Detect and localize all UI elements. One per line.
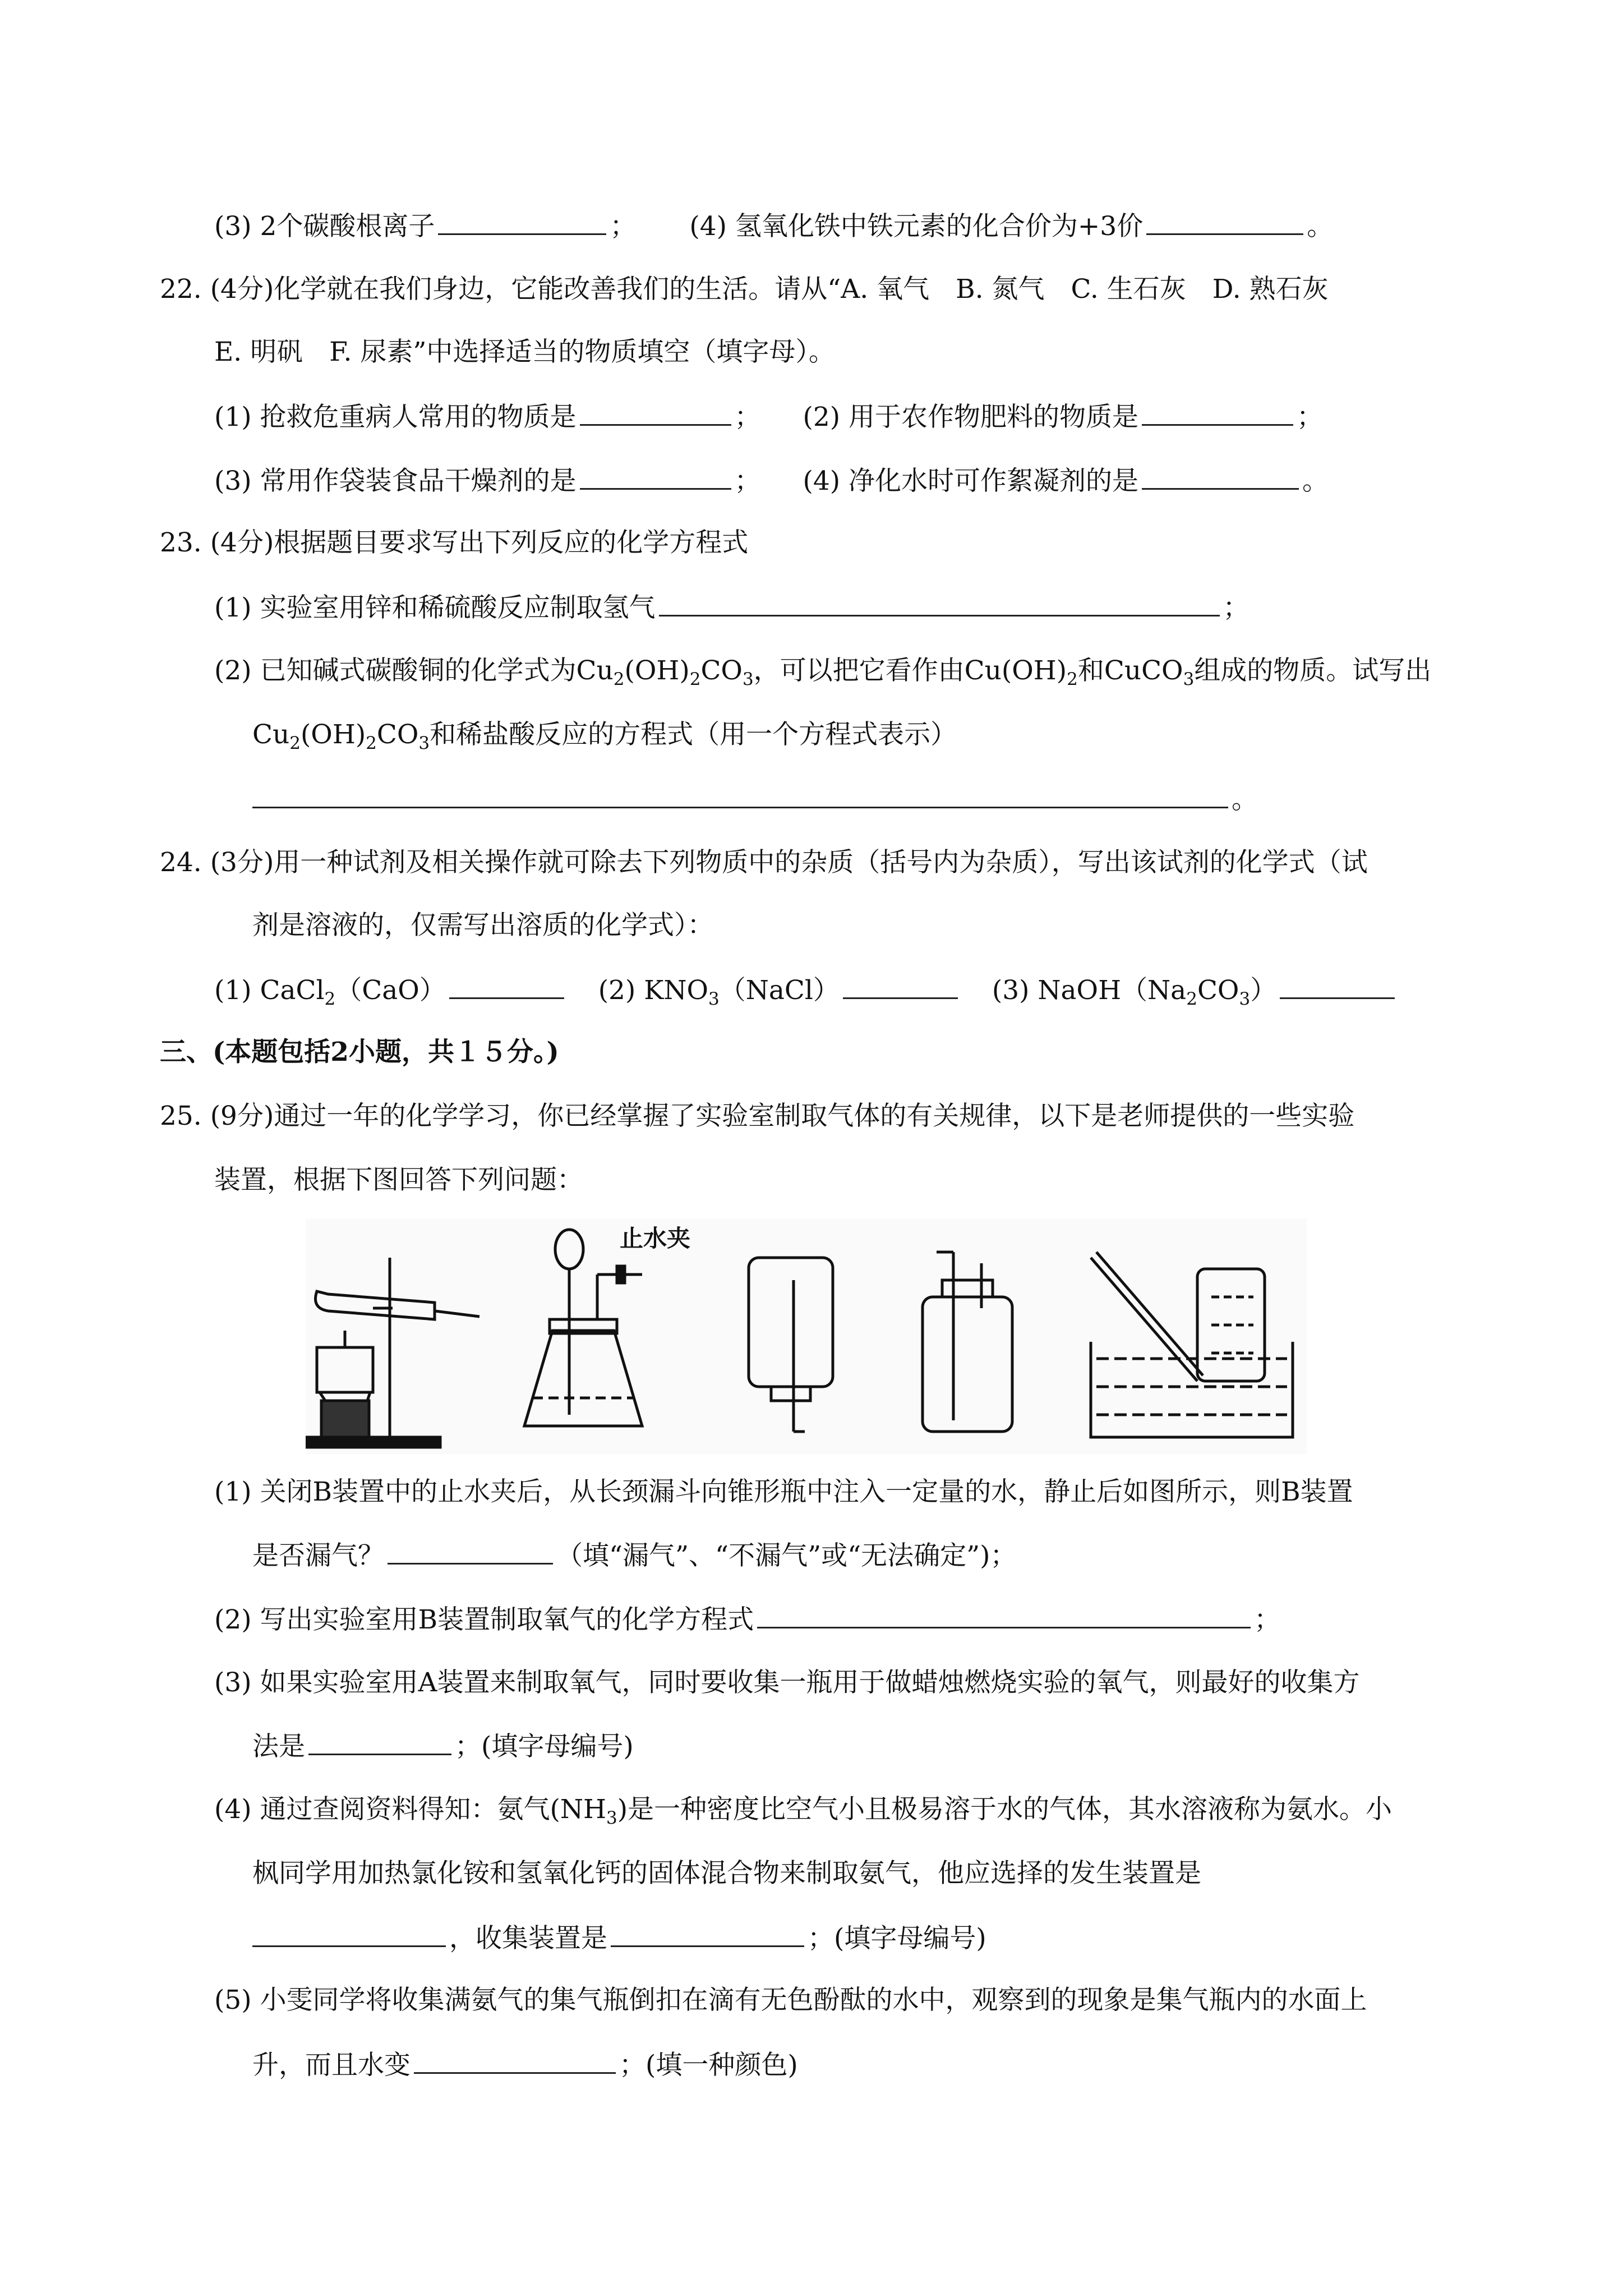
q25-part-2: (2) 写出实验室用B装置制取氧气的化学方程式 ； [214,1602,1280,1637]
q24-items: (1) CaCl$_2$（CaO） (2) $KNO_3(NaCl)$ (3) $NaOH(Na_2CO_3)$ [214,973,1398,1016]
q22-line2: E. 明矾 F. 尿素”中选择适当的物质填空（填字母）。 [214,337,835,367]
answer-blank[interactable] [252,782,1228,808]
answer-blank[interactable] [1146,209,1303,235]
answer-blank[interactable] [252,1921,446,1947]
q25-part-1-line1: (1) 关闭B装置中的止水夹后，从长颈漏斗向锥形瓶中注入一定量的水，静止后如图所示，则B装置 [214,1476,1353,1507]
answer-blank[interactable] [1142,463,1299,490]
lab-apparatus-figure [306,1218,1307,1454]
answer-blank[interactable] [1142,399,1293,426]
answer-blank[interactable] [388,1538,553,1565]
q25-line2: 装置，根据下图回答下列问题： [214,1165,583,1195]
q23-part-2-line1: (2) 已知碱式碳酸铜的化学式为$Cu_2(OH)_2CO_3$，可以把它看作由$Cu(OH)_2$和CuCO$_3$组成的物质。试写出 [214,655,1432,689]
q23-answer-line: 。 [252,782,1258,817]
q22-parts-1-2: (1) 抢救危重病人常用的物质是 ； (2) 用于农作物肥料的物质是 ； [214,399,1323,434]
q25-part-4-line3: ，收集装置是 ；(填字母编号) [252,1921,986,1955]
answer-blank[interactable] [580,463,731,490]
q25-part-4-line2: 枫同学用加热氯化铵和氢氧化钙的固体混合物来制取氨气，他应选择的发生装置是 [252,1858,1201,1889]
q25-part-4-line1: (4) 通过查阅资料得知：氨气$(NH_3)$是一种密度比空气小且极易溶于水的气体，其水溶液称为氨水。小 [214,1794,1393,1828]
answer-blank[interactable] [308,1729,451,1755]
q23-part-2-line2: $Cu_2(OH)_2CO_3$和稀盐酸反应的方程式（用一个方程式表示） [252,719,957,753]
stopcock-label: 止水夹 [620,1225,691,1251]
q24-line2: 剂是溶液的，仅需写出溶质的化学式）： [252,910,714,941]
answer-blank[interactable] [438,209,606,235]
question-23: 23. (4分)根据题目要求写出下列反应的化学方程式 [160,527,749,558]
q23-part-1: (1) 实验室用锌和稀硫酸反应制取氢气 ； [214,590,1249,625]
q25-part-5-line2: 升，而且水变 ；(填一种颜色) [252,2047,798,2082]
answer-blank[interactable] [580,399,731,426]
answer-blank[interactable] [1280,973,1395,999]
question-25: 25. (9分)通过一年的化学学习，你已经掌握了实验室制取气体的有关规律，以下是老师提供的一些实验 [160,1101,1355,1131]
answer-blank[interactable] [449,973,564,999]
q22-parts-3-4: (3) 常用作袋装食品干燥剂的是 ； (4) 净化水时可作絮凝剂的是 。 [214,463,1329,498]
answer-blank[interactable] [659,590,1220,616]
section-heading: 三、(本题包括2小题，共１５分。) [160,1037,559,1068]
q25-part-3-line1: (3) 如果实验室用A装置来制取氧气，同时要收集一瓶用于做蜡烛燃烧实验的氧气，则最好的收集方 [214,1667,1360,1698]
q25-part-5-line1: (5) 小雯同学将收集满氨气的集气瓶倒扣在滴有无色酚酞的水中，观察到的现象是集气瓶内的水面上 [214,1985,1367,2016]
question-22: 22. (4分)化学就在我们身边，它能改善我们的生活。请从“A. 氧气 B. 氮气 C. 生石灰 D. 熟石灰 [160,274,1329,305]
answer-blank[interactable] [414,2047,616,2074]
answer-blank[interactable] [611,1921,804,1947]
q25-part-1-line2: 是否漏气？ （填“漏气”、“不漏气”或“无法确定”)； [252,1538,1017,1573]
answer-blank[interactable] [843,973,958,999]
q21-line: (3) 2个碳酸根离子 ； (4) 氢氧化铁中铁元素的化合价为+3价 。 [214,209,1333,243]
q25-part-3-line2: 法是 ；(填字母编号) [252,1729,634,1764]
question-24: 24. (3分)用一种试剂及相关操作就可除去下列物质中的杂质（括号内为杂质），写出该试剂的化学式（试 [160,847,1368,878]
answer-blank[interactable] [757,1602,1251,1628]
